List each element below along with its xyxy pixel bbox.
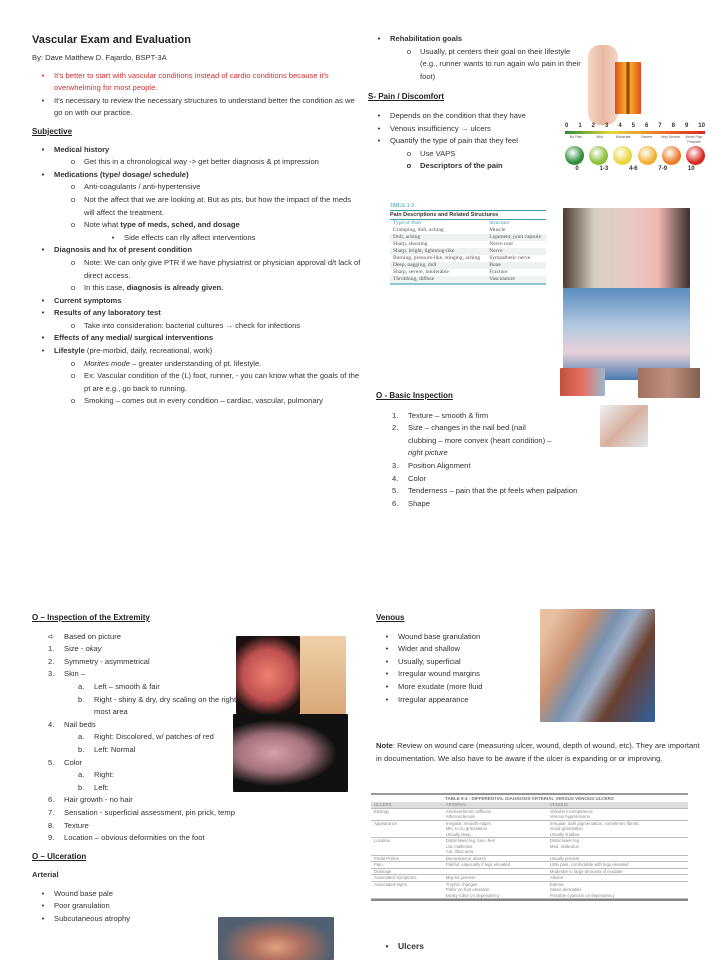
table-cell: Muscle	[489, 227, 506, 233]
table-cell: Burning, pressure-like, stinging, aching	[393, 255, 481, 261]
foot-photo-normal	[300, 636, 346, 714]
subheading-arterial: Arterial	[32, 870, 59, 880]
table-cell: Sharp, bright, lightning-like	[390, 248, 486, 255]
table-cell: Painful, especially if legs elevated	[443, 862, 547, 869]
bullet: •	[385, 681, 389, 691]
bullet: •	[385, 694, 389, 704]
list-item: o Morites mode – greater understanding of pt. lifestyle.	[70, 358, 262, 368]
intro-text: It's better to start with vascular conditions instead of cardio conditions because it's overwhelming for most people.	[54, 70, 329, 93]
list-item: • It's better to start with vascular conditions instead of cardio conditions because it's overwhelming for most people.	[32, 70, 362, 95]
item-text: Size -	[64, 644, 86, 654]
item-text: Right: Discolored, w/ patches of red	[94, 732, 214, 742]
item-text-italic: Morites mode	[84, 358, 131, 368]
bullet: •	[41, 901, 45, 911]
pain-face-icon	[589, 146, 608, 165]
item-text-wrap	[408, 422, 552, 460]
scale-label: No Pain	[569, 135, 583, 139]
item-text-italic: right picture	[408, 448, 448, 458]
scale-bar	[565, 131, 705, 134]
list-item	[392, 473, 636, 486]
left-top-column	[32, 33, 362, 408]
author: By: Dave Matthew D. Fajardo, BSPT-3A	[32, 53, 167, 62]
item-label: Diagnosis and hx of present condition	[54, 245, 192, 255]
item-text-wrap	[408, 473, 426, 486]
table-cell: Irregular, dark pigmentation, sometimes fibrotic Good granulation Usually shallow	[547, 820, 688, 838]
list-item	[376, 656, 546, 669]
list-item: o Use VAPS	[368, 148, 583, 161]
item-text: Color	[64, 757, 83, 767]
item-text: Descriptors of the pain	[420, 161, 503, 171]
face-range: 10	[687, 166, 695, 172]
table-cell: Trophic changes Pallor on foot elevation Dusky rubor on dependency	[443, 881, 547, 899]
table-cell: Nerve	[486, 248, 546, 255]
scale-faces	[565, 146, 705, 165]
item-text-bold: type of meds, sched, and dosage	[120, 220, 240, 230]
list-item: o Not the affect that we are looking at. But as pts, but how the impact of the meds will affect the treatment.	[32, 194, 362, 219]
venous-section	[376, 612, 546, 706]
extremity-section	[32, 612, 242, 926]
table-cell: Arteriosclerotic stiffness Atherosclerosis	[443, 808, 547, 820]
scale-number: 5	[631, 123, 635, 129]
item-text: Smoking – comes out in every condition – cardiac, vascular, pulmonary	[84, 396, 323, 406]
scale-number: 9	[684, 123, 689, 129]
item-label: Lifestyle	[54, 346, 85, 356]
table-cell: Vasculature	[486, 276, 546, 284]
item-text: Texture – smooth & firm	[408, 410, 489, 420]
vein-illustration	[615, 62, 641, 114]
list-item: ➪ Based on picture	[48, 631, 242, 644]
item-text: Wound base granulation	[398, 631, 481, 641]
list-item	[392, 498, 636, 511]
scale-label: Severe	[641, 135, 653, 139]
item-text-wrap	[408, 460, 470, 473]
section-heading-subjective: Subjective	[32, 126, 73, 136]
item-text: Left – smooth & fair	[94, 681, 160, 691]
scale-number: 8	[671, 123, 675, 129]
scale-number: 2	[591, 123, 595, 129]
list-item: • Venous insufficiency → ulcers	[368, 123, 583, 136]
venous-list	[376, 631, 546, 707]
table-cell: Nerve root	[489, 241, 513, 247]
face-range: 7-9	[658, 166, 668, 172]
face-range: 4-6	[628, 166, 638, 172]
list-item: • Medications (type/ dosage/ schedule)	[32, 169, 362, 182]
item-text: Usually, pt centers their goal on their lifestyle (e.g., runner wants to run again w/o pain in their foot)	[420, 46, 581, 81]
table-label: TABLE 1-3	[390, 203, 415, 209]
item-number: 2.	[392, 423, 399, 433]
item-label: Current symptoms	[54, 295, 122, 305]
list-item: • Results of any laboratory test	[32, 307, 362, 320]
venous-ulcer-photo	[540, 609, 655, 722]
section-heading-extremity: O – Inspection of the Extremity	[32, 613, 150, 622]
table-cell: Sharp, shooting	[393, 241, 428, 247]
list-item: • Quantify the type of pain that they feel	[368, 135, 583, 148]
item-number: 3.	[392, 460, 399, 470]
list-item: • Medical history	[32, 144, 362, 157]
item-text: Note what	[84, 220, 121, 230]
scale-label: Mild	[596, 135, 603, 139]
list-item: 1. Size - okay	[48, 644, 102, 654]
fingers-photo	[563, 288, 690, 380]
list-item	[32, 900, 242, 913]
table-cell: May be present	[443, 875, 547, 882]
item-text: Right:	[94, 770, 114, 780]
column-header: ULCERS	[371, 802, 443, 808]
list-item	[392, 460, 636, 473]
item-text: Not the affect that we are looking at. But as pts, but how the impact of the meds will affect the treatment.	[84, 194, 352, 217]
list-item: • Effects of any medial/ surgical interventions	[32, 332, 362, 345]
table-cell: Pedal Pulses	[371, 855, 443, 862]
table-cell: Ligament, joint capsule	[486, 234, 546, 241]
item-text-bold: diagnosis is already given.	[126, 283, 224, 293]
note	[376, 740, 701, 765]
item-text-wrap	[408, 485, 577, 498]
list-item	[376, 694, 546, 707]
item-text: More exudate (more fluid	[398, 681, 483, 691]
list-item: • Depends on the condition that they have	[368, 110, 583, 123]
item-text-wrap	[408, 410, 488, 423]
table-row	[390, 262, 546, 269]
list-item: o Descriptors of the pain	[368, 160, 583, 173]
rehab-section	[368, 33, 583, 173]
section-heading-pain: S- Pain / Discomfort	[368, 92, 445, 102]
list-item: b. Left:	[48, 782, 242, 795]
pain-face-icon	[613, 146, 632, 165]
note-label: Note	[376, 741, 393, 750]
basic-inspection-list	[376, 410, 636, 511]
item-text: Wider and shallow	[398, 644, 461, 654]
list-item	[376, 668, 546, 681]
item-text: Get this in a chronological way -> get better diagnosis & pt impression	[84, 157, 319, 167]
hand-photo-clubbing	[638, 368, 700, 398]
scale-number: 4	[618, 123, 622, 129]
column-header: ARTERIAL	[443, 802, 547, 808]
list-item: 6. Hair growth - no hair	[48, 794, 358, 807]
item-text: (pre-morbid, daily, recreational, work)	[84, 346, 213, 356]
table-row	[371, 838, 688, 856]
hand-photo-raynaud	[563, 208, 690, 288]
table-title: Pain Descriptions and Related Structures	[390, 210, 546, 220]
table-cell: Deep, nagging, dull	[390, 262, 486, 269]
ulcer-differential-table	[371, 793, 688, 901]
table-cell: Fracture	[489, 269, 508, 275]
table-cell: Distal lower leg Med. malleolus	[547, 838, 688, 856]
list-item: 2. Symmetry - asymmetrical	[48, 656, 242, 669]
list-item: • Rehabilitation goals	[368, 33, 583, 46]
leg-illustration	[588, 45, 618, 125]
list-item	[32, 913, 242, 926]
table-row	[390, 248, 546, 255]
bullet: •	[385, 631, 389, 641]
item-text: Texture	[64, 820, 89, 830]
item-text: Side effects can rlly affect interventions	[124, 232, 256, 242]
list-item	[376, 631, 546, 644]
scale-number: 1	[578, 123, 582, 129]
basic-inspection-section	[376, 390, 636, 510]
pain-face-icon	[638, 146, 657, 165]
item-text: Sensation - superficial assessment, pin prick, temp	[64, 807, 235, 817]
list-item: a. Right:	[48, 769, 242, 782]
list-item: b. Left: Normal	[48, 744, 242, 757]
item-text: Usually, superficial	[398, 656, 461, 666]
list-item: o Note: We can only give PTR if we have physiatrist or physician approval d/t lack of direct access.	[32, 257, 362, 282]
list-item: • Ulcers	[385, 941, 424, 951]
list-item	[392, 485, 636, 498]
bullet: •	[41, 888, 45, 898]
table-cell: Absent	[547, 875, 688, 882]
bullet: •	[385, 644, 389, 654]
item-text: Anti-coagulants / anti-hypertensive	[84, 182, 201, 192]
item-text: Color	[408, 473, 427, 483]
table-cell: Sharp, severe, intolerable	[393, 269, 449, 275]
scale-label: Worst Pain Possible	[685, 135, 703, 144]
scale-ranges	[565, 165, 705, 174]
table-cell: Usually present	[547, 855, 688, 862]
note-text: : Review on wound care (measuring ulcer, wound, depth of wound, etc). They are important in documentation. We also have to be aware if the ulcer is expanding or or improving.	[376, 741, 700, 763]
item-label: Results of any laboratory test	[54, 308, 161, 318]
item-text: Depends on the condition that they have	[390, 110, 526, 120]
list-item: o Ex: Vascular condition of the (L) foot, runner, - you can know what the goals of the pt are e.g., go back to running.	[32, 370, 362, 395]
list-item: 5. Color	[48, 757, 242, 770]
list-item: • It's necessary to review the necessary structures to understand better the condition as we go on with our practice.	[32, 95, 362, 120]
table-cell: Associated Signs	[371, 881, 443, 899]
item-label: Medications (type/ dosage/ schedule)	[54, 169, 189, 179]
table-cell: Cramping, dull, aching	[393, 227, 444, 233]
item-text: Irregular appearance	[398, 694, 469, 704]
list-item: 8. Texture	[48, 820, 358, 833]
item-text-wrap	[408, 498, 430, 511]
feet-photo	[233, 714, 348, 792]
list-item: • Lifestyle (pre-morbid, daily, recreational, work)	[41, 346, 213, 356]
table-cell: Drainage	[371, 868, 443, 875]
page-title: Vascular Exam and Evaluation	[32, 34, 191, 46]
table-cell: Sympathetic nerve	[489, 255, 531, 261]
table-row	[390, 269, 546, 276]
face-range: 1-3	[599, 166, 609, 172]
item-number: 6.	[392, 498, 399, 508]
item-text: Nail beds	[64, 719, 96, 729]
item-text: Left: Normal	[94, 744, 136, 754]
table-cell: Throbbing, diffuse	[390, 276, 486, 284]
bullet: •	[385, 656, 389, 666]
table-row	[371, 808, 688, 820]
pain-scale	[565, 122, 705, 174]
scale-number: 7	[658, 123, 662, 129]
item-text: Right - shiny & dry, dry scaling on the right most area	[94, 694, 237, 717]
item-text: Tenderness – pain that the pt feels when palpation	[408, 486, 578, 496]
pain-descriptions-table	[390, 203, 546, 285]
table-cell: Pain	[371, 862, 443, 869]
table-row	[390, 227, 546, 234]
item-text: Based on picture	[64, 631, 121, 641]
table-cell: Little pain, comfortable with legs elevated	[547, 862, 688, 869]
column-header: Structure	[489, 220, 510, 226]
list-item	[376, 681, 546, 694]
table-cell: Etiology	[371, 808, 443, 820]
table-row	[390, 241, 546, 248]
table-cell: Associated Symptoms	[371, 875, 443, 882]
item-text: Left:	[94, 782, 109, 792]
subheading-venous: Venous	[376, 613, 405, 622]
item-text: Shape	[408, 498, 430, 508]
item-text: Use VAPS	[420, 148, 456, 158]
scale-numbers	[565, 122, 705, 130]
table-row	[390, 276, 546, 284]
list-item: b. Right - shiny & dry, dry scaling on the right most area	[48, 694, 242, 719]
list-item: 9. Location – obvious deformities on the foot	[48, 832, 358, 845]
item-text: Ex: Vascular condition of the (L) foot, runner, - you can know what the goals of the pt are e.g., go back to running.	[84, 371, 360, 393]
table-cell: Location	[371, 838, 443, 856]
list-item	[392, 410, 636, 423]
item-text: Poor granulation	[54, 901, 110, 911]
list-item: • Diagnosis and hx of present condition	[32, 244, 362, 257]
list-item	[32, 888, 242, 901]
item-text: Size – changes in the nail bed (nail clubbing – more convex (heart condition) –	[408, 423, 552, 445]
list-item	[392, 422, 552, 460]
item-label: Medical history	[54, 144, 110, 154]
list-item: o In this case, diagnosis is already given.	[70, 283, 224, 293]
item-text: Skin –	[64, 669, 86, 679]
table-cell: Edema Stasis dermatitis Possible cyanosis on dependency	[547, 881, 688, 899]
item-text: In this case,	[84, 283, 127, 293]
item-text: Hair growth - no hair	[64, 795, 133, 805]
scale-number: 6	[644, 123, 649, 129]
item-text: Position Alignment	[408, 460, 471, 470]
item-text: Subcutaneous atrophy	[54, 914, 130, 924]
bullet: •	[385, 669, 389, 679]
item-text: Wound base pale	[54, 888, 113, 898]
face-range: 0	[575, 166, 579, 172]
list-item: o Note what type of meds, sched, and dosage	[70, 220, 240, 230]
scale-number: 0	[565, 123, 569, 129]
item-text: Venous insufficiency → ulcers	[390, 123, 491, 133]
list-item	[376, 643, 546, 656]
scale-number: 3	[604, 123, 609, 129]
table-cell: Moderate to large amounts of exudate	[547, 868, 688, 875]
column-header: Type of Pain	[393, 220, 422, 226]
section-heading-ulceration: O – Ulceration	[32, 851, 87, 861]
list-item: 4. Nail beds	[48, 719, 242, 732]
table-cell: Distal lower leg, toes, feet Lat. malleolus Ant. tibial area	[443, 838, 547, 856]
list-item: 7. Sensation - superficial assessment, pin prick, temp	[48, 807, 358, 820]
table-title: TABLE 5-4 : DIFFERENTIAL DIAGNOSIS ARTERIAL VERSUS VENOUS ULCERS	[445, 796, 614, 801]
item-number: 1.	[392, 410, 399, 420]
table-cell: Bone	[486, 262, 546, 269]
intro-text: It's necessary to review the necessary structures to understand better the condition as we go on with our practice.	[54, 95, 355, 118]
bullet: •	[41, 914, 45, 924]
list-item: a. Left – smooth & fair	[48, 681, 242, 694]
list-item: • Side effects can rlly affect interventions	[32, 232, 362, 245]
section-heading-basic-inspection: O - Basic Inspection	[376, 391, 453, 400]
item-value: okay	[85, 644, 102, 654]
item-text: – greater understanding of pt. lifestyle.	[130, 358, 262, 368]
list-item: o Get this in a chronological way -> get better diagnosis & pt impression	[32, 156, 362, 169]
pain-face-icon	[565, 146, 584, 165]
list-item: o Anti-coagulants / anti-hypertensive	[32, 181, 362, 194]
scale-number: 10	[698, 123, 705, 129]
table-row	[371, 820, 688, 838]
item-number: 5.	[392, 486, 399, 496]
column-header: VENOUS	[547, 802, 688, 808]
table-cell: Dull, aching	[390, 234, 486, 241]
table-cell: Valvular incompetence Venous hypertension	[547, 808, 688, 820]
list-item: o Take into consideration: bacterial cultures → check for infections	[32, 320, 362, 333]
list-item: a. Right: Discolored, w/ patches of red	[48, 731, 242, 744]
table-row	[371, 881, 688, 899]
table-cell: Irregular, smooth edges Min. to no granulation Usually deep	[443, 820, 547, 838]
item-text: Note: We can only give PTR if we have physiatrist or physician approval d/t lack of direct access.	[84, 257, 361, 280]
list-item: 3. Skin –	[48, 668, 242, 681]
pain-face-icon	[686, 146, 705, 165]
item-label: Ulcers	[398, 941, 424, 951]
table-row	[390, 234, 546, 241]
scale-labels	[565, 135, 705, 145]
item-text: Symmetry - asymmetrical	[64, 656, 150, 666]
table-cell: Decreased or absent	[443, 855, 547, 862]
pain-face-icon	[662, 146, 681, 165]
item-text: Irregular wound margins	[398, 669, 480, 679]
item-text: Quantify the type of pain that they feel	[390, 136, 518, 146]
table-row	[390, 255, 546, 262]
table-cell: Appearance	[371, 820, 443, 838]
item-text: Location – obvious deformities on the foot	[64, 833, 205, 843]
scale-label: Very Severe	[660, 135, 680, 139]
item-text: Take into consideration: bacterial cultures → check for infections	[84, 320, 301, 330]
scale-label: Moderate	[615, 135, 631, 139]
item-label: Rehabilitation goals	[390, 34, 463, 43]
item-label: Effects of any medial/ surgical interventions	[54, 333, 214, 343]
foot-photo-red	[236, 636, 300, 714]
item-number: 4.	[392, 473, 399, 483]
list-item: o Smoking – comes out in every condition – cardiac, vascular, pulmonary	[32, 395, 362, 408]
list-item: • Current symptoms	[32, 295, 362, 308]
arterial-list	[32, 888, 242, 926]
arterial-ulcer-photo	[218, 917, 334, 960]
list-item: o Usually, pt centers their goal on their lifestyle (e.g., runner wants to run again w/o pain in their foot)	[368, 46, 583, 84]
